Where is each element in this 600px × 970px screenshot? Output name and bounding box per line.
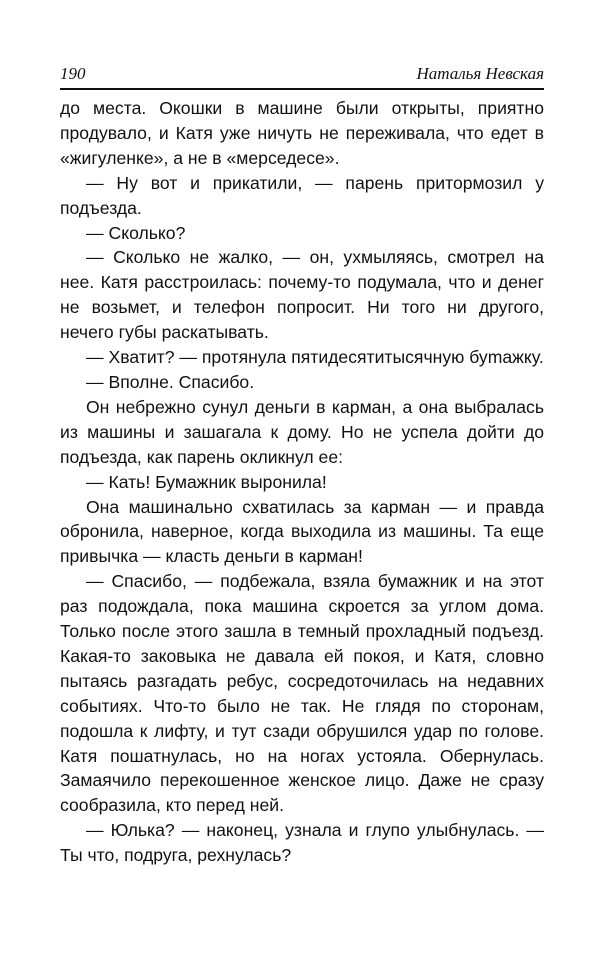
paragraph: — Спасибо, — подбежала, взяла бумажник и на этот раз подождала, пока машина скроется за углом дома. Только после этого зашла в темный прохладный подъезд. Какая-то заковыка не давала ей покоя, и Катя, словно пытаясь разгадать ребус, сосредоточилась на недавних событиях. Что-то было не так. Не глядя по сторонам, подошла к лифту, и тут сзади обрушился удар по голове. Катя пошатнулась, но на ногах устояла. Обернулась. Замаячило перекошенное женское лицо. Даже не сразу сообразила, кто перед ней. [60,571,544,816]
paragraph: — Хватит? — протянула пятидесятитысячную буmажку. [86,347,544,368]
body-text [60,96,544,868]
page-number: 190 [60,64,86,83]
paragraph: — Вполне. Спасибо. [86,371,255,392]
paragraph: — Кать! Бумажник выронила! [86,471,327,492]
paragraph: — Сколько? [86,222,186,243]
paragraph: — Юлька? — наконец, узнала и глупо улыбнулась. — Ты что, подруга, рехнулась? [60,820,544,866]
page-header [60,62,544,90]
paragraph: Он небрежно сунул деньги в карман, а она выбралась из машины и зашагала к дому. Но не успела дойти до подъезда, как парень окликнул ее: [60,396,544,467]
paragraph: — Ну вот и прикатили, — парень притормозил у подъезда. [60,172,544,218]
paragraph: до места. Окошки в машине были открыты, приятно продувало, и Катя уже ничуть не переживала, что едет в «жигуленке», а не в «мерседесе». [60,98,544,168]
paragraph: — Сколько не жалко, — он, ухмыляясь, смотрел на нее. Катя расстроилась: почему-то подумала, что и денег не возьмет, и телефон попросит. Ни того ни другого, нечего губы раскатывать. [60,247,544,343]
paragraph: Она машинально схватилась за карман — и правда обронила, наверное, когда выходила из машины. Та еще привычка — класть деньги в карман! [60,496,544,567]
book-page [60,62,544,868]
running-title: Наталья Невская [416,64,544,83]
